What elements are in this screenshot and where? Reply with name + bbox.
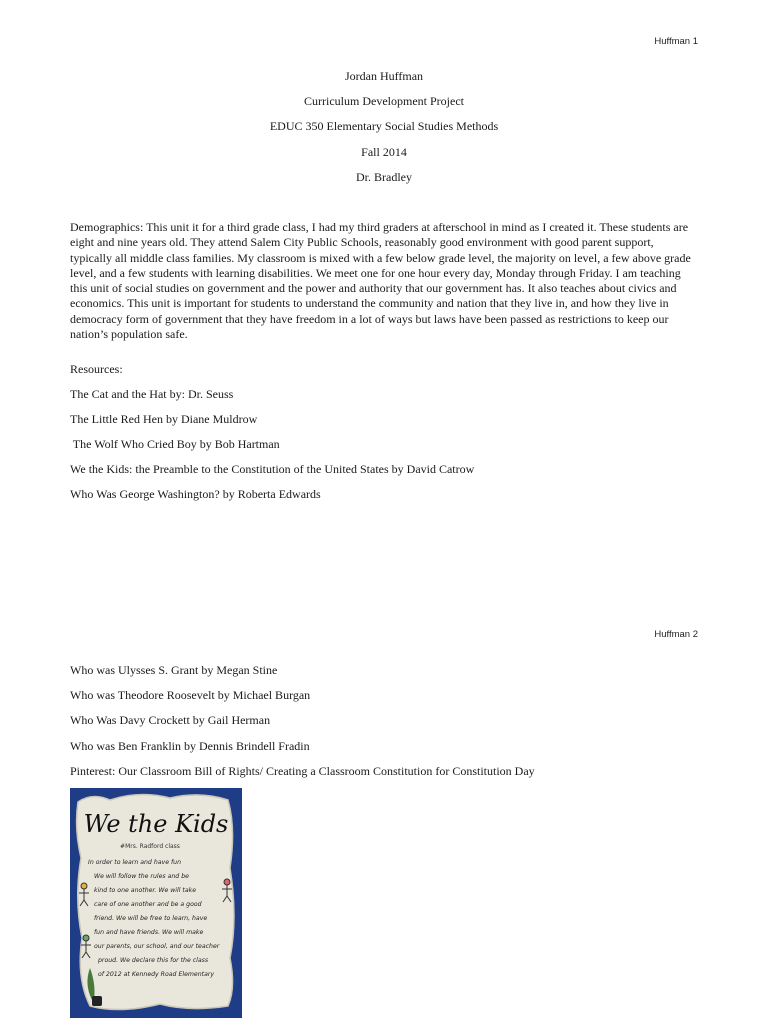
author-name: Jordan Huffman [344, 69, 424, 83]
photo-subtitle: #Mrs. Radford class [120, 843, 180, 850]
page-header: Huffman 2 [654, 629, 698, 640]
photo-text-line: kind to one another. We will take [94, 887, 197, 894]
photo-text-line: We will follow the rules and be [94, 873, 189, 880]
page-header: Huffman 1 [654, 36, 698, 47]
classroom-constitution-photo [70, 788, 242, 1018]
resource-item: The Wolf Who Cried Boy by Bob Hartman [70, 437, 280, 451]
project-title: Curriculum Development Project [304, 94, 464, 108]
photo-text-line: friend. We will be free to learn, have [94, 915, 208, 922]
photo-text-line: of 2012 at Kennedy Road Elementary [98, 971, 215, 978]
resource-item: The Cat and the Hat by: Dr. Seuss [70, 387, 234, 401]
resource-item: Who was Ben Franklin by Dennis Brindell Fradin [70, 739, 310, 753]
term: Fall 2014 [361, 145, 407, 159]
course-name: EDUC 350 Elementary Social Studies Methods [269, 119, 499, 133]
resource-item: Pinterest: Our Classroom Bill of Rights/ Creating a Classroom Constitution for Constitution Day [70, 764, 535, 778]
photo-text-line: care of one another and be a good [94, 901, 202, 908]
photo-text-line: fun and have friends. We will make [94, 929, 204, 936]
resource-item: Who was Ulysses S. Grant by Megan Stine [70, 663, 278, 677]
resources-label: Resources: [70, 362, 123, 376]
photo-title: We the Kids [83, 810, 229, 838]
demographics-paragraph: Demographics: This unit it for a third grade class, I had my third graders at afterschool in mind as I created it. These students are eight and nine years old. They attend Salem City Public Schools, reasonably good environment with good parent support, typically all middle class families. My classroom is mixed with a few below grade level, the majority on level, a few above grade level, and a few students with learning disabilities. We meet one for one hour every day, Monday through Friday. I am teaching this unit of social studies on government and the power and authority that our government has. It also teaches about civics and economics. This unit is important for students to understand the community and nation that they live in, and how they live in democracy form of government that they have freedom in a lot of ways but laws have been passed as restrictions to keep our nation’s population safe. [70, 220, 691, 342]
photo-text-line: proud. We declare this for the class [98, 957, 209, 964]
resource-item: The Little Red Hen by Diane Muldrow [70, 412, 258, 426]
resource-item: We the Kids: the Preamble to the Constitution of the United States by David Catrow [70, 462, 475, 476]
photo-text-line: our parents, our school, and our teacher [94, 943, 220, 950]
resource-item: Who was Theodore Roosevelt by Michael Burgan [70, 688, 311, 702]
resource-item: Who Was George Washington? by Roberta Edwards [70, 487, 321, 501]
photo-text-line: In order to learn and have fun [88, 859, 181, 866]
instructor: Dr. Bradley [356, 170, 412, 184]
resource-item: Who Was Davy Crockett by Gail Herman [70, 713, 271, 727]
